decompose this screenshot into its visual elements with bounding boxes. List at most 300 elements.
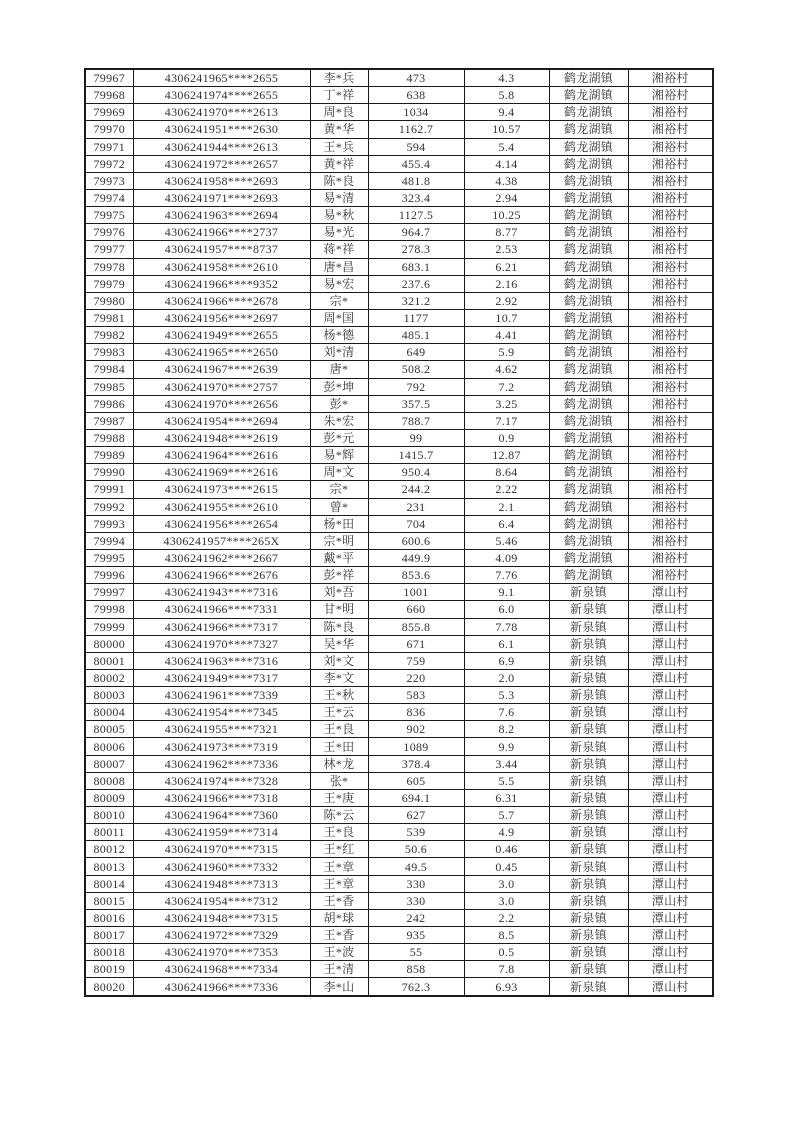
cell-id-number-masked: 4306241944****2613 — [133, 138, 310, 155]
cell-value-1: 605 — [368, 772, 464, 789]
cell-person-name-masked: 彭*元 — [310, 429, 368, 446]
cell-value-1: 671 — [368, 635, 464, 652]
cell-id-number-masked: 4306241970****7315 — [133, 841, 310, 858]
cell-person-name-masked: 周*良 — [310, 104, 368, 121]
cell-value-2: 7.6 — [464, 704, 549, 721]
table-row — [85, 807, 713, 824]
cell-value-1: 964.7 — [368, 224, 464, 241]
cell-serial-number: 80019 — [85, 961, 133, 978]
table-row — [85, 532, 713, 549]
cell-person-name-masked: 戴*平 — [310, 549, 368, 566]
cell-value-2: 4.09 — [464, 549, 549, 566]
cell-value-2: 2.1 — [464, 498, 549, 515]
cell-id-number-masked: 4306241970****2613 — [133, 104, 310, 121]
cell-person-name-masked: 胡*球 — [310, 909, 368, 926]
cell-town: 新泉镇 — [549, 669, 628, 686]
cell-serial-number: 79968 — [85, 87, 133, 104]
cell-village: 潭山村 — [628, 755, 713, 772]
table-row — [85, 87, 713, 104]
cell-serial-number: 80018 — [85, 944, 133, 961]
cell-serial-number: 79969 — [85, 104, 133, 121]
cell-person-name-masked: 曾* — [310, 498, 368, 515]
cell-person-name-masked: 王*云 — [310, 704, 368, 721]
cell-town: 鹤龙湖镇 — [549, 515, 628, 532]
cell-serial-number: 79989 — [85, 447, 133, 464]
cell-serial-number: 80005 — [85, 721, 133, 738]
cell-village: 湘裕村 — [628, 275, 713, 292]
cell-serial-number: 79984 — [85, 361, 133, 378]
cell-serial-number: 79981 — [85, 309, 133, 326]
cell-value-1: 660 — [368, 601, 464, 618]
cell-value-1: 1177 — [368, 309, 464, 326]
cell-value-1: 50.6 — [368, 841, 464, 858]
cell-town: 鹤龙湖镇 — [549, 361, 628, 378]
cell-serial-number: 79991 — [85, 481, 133, 498]
cell-village: 湘裕村 — [628, 549, 713, 566]
table-row — [85, 189, 713, 206]
cell-town: 新泉镇 — [549, 635, 628, 652]
cell-serial-number: 80003 — [85, 687, 133, 704]
cell-value-2: 2.2 — [464, 909, 549, 926]
cell-town: 鹤龙湖镇 — [549, 549, 628, 566]
cell-value-2: 2.16 — [464, 275, 549, 292]
cell-town: 新泉镇 — [549, 807, 628, 824]
cell-value-1: 762.3 — [368, 978, 464, 996]
cell-village: 湘裕村 — [628, 429, 713, 446]
table-row — [85, 155, 713, 172]
cell-village: 湘裕村 — [628, 138, 713, 155]
cell-serial-number: 80016 — [85, 909, 133, 926]
cell-person-name-masked: 彭*祥 — [310, 567, 368, 584]
cell-serial-number: 79994 — [85, 532, 133, 549]
cell-serial-number: 80020 — [85, 978, 133, 996]
cell-town: 鹤龙湖镇 — [549, 155, 628, 172]
cell-serial-number: 79992 — [85, 498, 133, 515]
cell-id-number-masked: 4306241966****2678 — [133, 292, 310, 309]
cell-id-number-masked: 4306241961****7339 — [133, 687, 310, 704]
cell-village: 湘裕村 — [628, 361, 713, 378]
cell-serial-number: 79975 — [85, 207, 133, 224]
cell-value-2: 5.8 — [464, 87, 549, 104]
cell-id-number-masked: 4306241951****2630 — [133, 121, 310, 138]
cell-value-2: 5.7 — [464, 807, 549, 824]
cell-id-number-masked: 4306241954****7312 — [133, 892, 310, 909]
table-row — [85, 944, 713, 961]
cell-town: 鹤龙湖镇 — [549, 275, 628, 292]
cell-id-number-masked: 4306241965****2650 — [133, 344, 310, 361]
cell-town: 新泉镇 — [549, 875, 628, 892]
cell-person-name-masked: 王*红 — [310, 841, 368, 858]
cell-id-number-masked: 4306241970****2757 — [133, 378, 310, 395]
cell-village: 湘裕村 — [628, 309, 713, 326]
cell-town: 鹤龙湖镇 — [549, 189, 628, 206]
cell-person-name-masked: 王*兵 — [310, 138, 368, 155]
cell-value-2: 8.5 — [464, 927, 549, 944]
cell-id-number-masked: 4306241955****7321 — [133, 721, 310, 738]
table-row — [85, 447, 713, 464]
cell-town: 鹤龙湖镇 — [549, 104, 628, 121]
table-row — [85, 378, 713, 395]
table-row — [85, 704, 713, 721]
cell-value-2: 12.87 — [464, 447, 549, 464]
cell-value-2: 4.9 — [464, 824, 549, 841]
cell-value-2: 5.3 — [464, 687, 549, 704]
cell-village: 潭山村 — [628, 789, 713, 806]
cell-id-number-masked: 4306241970****2656 — [133, 395, 310, 412]
cell-value-2: 10.25 — [464, 207, 549, 224]
cell-serial-number: 79988 — [85, 429, 133, 446]
table-row — [85, 104, 713, 121]
cell-town: 新泉镇 — [549, 892, 628, 909]
cell-serial-number: 80008 — [85, 772, 133, 789]
cell-serial-number: 79974 — [85, 189, 133, 206]
table-row — [85, 584, 713, 601]
cell-town: 新泉镇 — [549, 618, 628, 635]
cell-village: 湘裕村 — [628, 498, 713, 515]
cell-village: 潭山村 — [628, 841, 713, 858]
table-row — [85, 669, 713, 686]
cell-village: 湘裕村 — [628, 412, 713, 429]
cell-value-1: 600.6 — [368, 532, 464, 549]
table-row — [85, 309, 713, 326]
cell-person-name-masked: 唐* — [310, 361, 368, 378]
cell-id-number-masked: 4306241949****7317 — [133, 669, 310, 686]
cell-value-1: 1415.7 — [368, 447, 464, 464]
cell-id-number-masked: 4306241954****2694 — [133, 412, 310, 429]
cell-village: 湘裕村 — [628, 207, 713, 224]
table-row — [85, 635, 713, 652]
cell-person-name-masked: 陈*云 — [310, 807, 368, 824]
table-row — [85, 875, 713, 892]
cell-id-number-masked: 4306241974****7328 — [133, 772, 310, 789]
cell-town: 鹤龙湖镇 — [549, 378, 628, 395]
cell-serial-number: 79976 — [85, 224, 133, 241]
cell-value-2: 10.7 — [464, 309, 549, 326]
cell-serial-number: 79979 — [85, 275, 133, 292]
cell-person-name-masked: 王*清 — [310, 961, 368, 978]
cell-person-name-masked: 陈*良 — [310, 618, 368, 635]
cell-town: 新泉镇 — [549, 704, 628, 721]
table-row — [85, 412, 713, 429]
cell-serial-number: 79990 — [85, 464, 133, 481]
cell-town: 新泉镇 — [549, 944, 628, 961]
cell-town: 鹤龙湖镇 — [549, 464, 628, 481]
cell-person-name-masked: 易*秋 — [310, 207, 368, 224]
cell-person-name-masked: 周*文 — [310, 464, 368, 481]
cell-town: 鹤龙湖镇 — [549, 309, 628, 326]
cell-town: 鹤龙湖镇 — [549, 567, 628, 584]
cell-value-1: 583 — [368, 687, 464, 704]
cell-person-name-masked: 彭* — [310, 395, 368, 412]
cell-person-name-masked: 甘*明 — [310, 601, 368, 618]
cell-town: 新泉镇 — [549, 858, 628, 875]
cell-serial-number: 79987 — [85, 412, 133, 429]
cell-person-name-masked: 黄*祥 — [310, 155, 368, 172]
cell-village: 湘裕村 — [628, 567, 713, 584]
cell-value-1: 244.2 — [368, 481, 464, 498]
cell-person-name-masked: 张* — [310, 772, 368, 789]
cell-id-number-masked: 4306241956****2697 — [133, 309, 310, 326]
table-row — [85, 224, 713, 241]
cell-value-1: 1127.5 — [368, 207, 464, 224]
cell-person-name-masked: 王*香 — [310, 892, 368, 909]
table-row — [85, 207, 713, 224]
table-row — [85, 738, 713, 755]
cell-serial-number: 79980 — [85, 292, 133, 309]
table-row — [85, 275, 713, 292]
cell-serial-number: 80006 — [85, 738, 133, 755]
cell-village: 湘裕村 — [628, 87, 713, 104]
table-row — [85, 481, 713, 498]
cell-person-name-masked: 林*龙 — [310, 755, 368, 772]
cell-serial-number: 80001 — [85, 652, 133, 669]
cell-town: 新泉镇 — [549, 909, 628, 926]
table-row — [85, 121, 713, 138]
cell-id-number-masked: 4306241960****7332 — [133, 858, 310, 875]
cell-value-1: 950.4 — [368, 464, 464, 481]
cell-village: 湘裕村 — [628, 395, 713, 412]
cell-value-1: 1034 — [368, 104, 464, 121]
cell-person-name-masked: 王*波 — [310, 944, 368, 961]
cell-person-name-masked: 蒋*祥 — [310, 241, 368, 258]
cell-village: 湘裕村 — [628, 224, 713, 241]
cell-value-1: 49.5 — [368, 858, 464, 875]
cell-person-name-masked: 杨*德 — [310, 327, 368, 344]
cell-town: 鹤龙湖镇 — [549, 429, 628, 446]
table-row — [85, 687, 713, 704]
cell-person-name-masked: 彭*坤 — [310, 378, 368, 395]
cell-village: 潭山村 — [628, 772, 713, 789]
cell-person-name-masked: 宗*明 — [310, 532, 368, 549]
cell-serial-number: 79970 — [85, 121, 133, 138]
cell-value-2: 7.17 — [464, 412, 549, 429]
cell-village: 潭山村 — [628, 944, 713, 961]
cell-value-2: 8.64 — [464, 464, 549, 481]
cell-value-2: 7.2 — [464, 378, 549, 395]
table-row — [85, 549, 713, 566]
cell-value-2: 9.1 — [464, 584, 549, 601]
cell-serial-number: 79995 — [85, 549, 133, 566]
cell-id-number-masked: 4306241966****9352 — [133, 275, 310, 292]
cell-town: 新泉镇 — [549, 772, 628, 789]
cell-person-name-masked: 刘*吾 — [310, 584, 368, 601]
cell-village: 潭山村 — [628, 909, 713, 926]
cell-value-1: 485.1 — [368, 327, 464, 344]
cell-serial-number: 79985 — [85, 378, 133, 395]
cell-person-name-masked: 李*兵 — [310, 69, 368, 87]
cell-town: 新泉镇 — [549, 738, 628, 755]
cell-id-number-masked: 4306241972****2657 — [133, 155, 310, 172]
cell-town: 鹤龙湖镇 — [549, 532, 628, 549]
cell-id-number-masked: 4306241974****2655 — [133, 87, 310, 104]
cell-value-2: 10.57 — [464, 121, 549, 138]
table-row — [85, 618, 713, 635]
cell-person-name-masked: 丁*祥 — [310, 87, 368, 104]
cell-person-name-masked: 刘*清 — [310, 344, 368, 361]
cell-village: 潭山村 — [628, 824, 713, 841]
cell-value-2: 6.4 — [464, 515, 549, 532]
cell-village: 湘裕村 — [628, 447, 713, 464]
cell-serial-number: 79996 — [85, 567, 133, 584]
cell-person-name-masked: 易*光 — [310, 224, 368, 241]
cell-village: 湘裕村 — [628, 241, 713, 258]
cell-serial-number: 79986 — [85, 395, 133, 412]
cell-value-2: 4.14 — [464, 155, 549, 172]
cell-town: 新泉镇 — [549, 978, 628, 996]
cell-person-name-masked: 刘*文 — [310, 652, 368, 669]
cell-serial-number: 80002 — [85, 669, 133, 686]
cell-village: 湘裕村 — [628, 258, 713, 275]
cell-serial-number: 79983 — [85, 344, 133, 361]
cell-person-name-masked: 王*庚 — [310, 789, 368, 806]
cell-value-1: 1162.7 — [368, 121, 464, 138]
cell-value-1: 858 — [368, 961, 464, 978]
cell-village: 潭山村 — [628, 618, 713, 635]
table-row — [85, 909, 713, 926]
cell-value-2: 9.9 — [464, 738, 549, 755]
cell-serial-number: 79978 — [85, 258, 133, 275]
cell-value-2: 3.0 — [464, 875, 549, 892]
cell-village: 潭山村 — [628, 738, 713, 755]
cell-serial-number: 80000 — [85, 635, 133, 652]
cell-village: 湘裕村 — [628, 532, 713, 549]
cell-value-1: 788.7 — [368, 412, 464, 429]
cell-person-name-masked: 朱*宏 — [310, 412, 368, 429]
cell-id-number-masked: 4306241955****2610 — [133, 498, 310, 515]
cell-value-1: 792 — [368, 378, 464, 395]
table-row — [85, 327, 713, 344]
cell-id-number-masked: 4306241957****8737 — [133, 241, 310, 258]
cell-town: 鹤龙湖镇 — [549, 87, 628, 104]
cell-value-2: 3.44 — [464, 755, 549, 772]
subsidy-table — [84, 68, 714, 997]
cell-value-2: 8.2 — [464, 721, 549, 738]
cell-value-1: 902 — [368, 721, 464, 738]
cell-id-number-masked: 4306241949****2655 — [133, 327, 310, 344]
cell-value-2: 0.5 — [464, 944, 549, 961]
cell-town: 新泉镇 — [549, 601, 628, 618]
cell-town: 鹤龙湖镇 — [549, 258, 628, 275]
cell-value-2: 9.4 — [464, 104, 549, 121]
cell-id-number-masked: 4306241963****2694 — [133, 207, 310, 224]
cell-value-1: 694.1 — [368, 789, 464, 806]
cell-id-number-masked: 4306241973****2615 — [133, 481, 310, 498]
cell-value-2: 6.1 — [464, 635, 549, 652]
cell-serial-number: 79971 — [85, 138, 133, 155]
cell-serial-number: 80013 — [85, 858, 133, 875]
cell-value-1: 231 — [368, 498, 464, 515]
cell-person-name-masked: 王*良 — [310, 721, 368, 738]
cell-person-name-masked: 唐*昌 — [310, 258, 368, 275]
cell-value-2: 7.76 — [464, 567, 549, 584]
cell-person-name-masked: 黄*华 — [310, 121, 368, 138]
cell-value-1: 455.4 — [368, 155, 464, 172]
cell-value-2: 2.0 — [464, 669, 549, 686]
table-row — [85, 292, 713, 309]
cell-village: 潭山村 — [628, 858, 713, 875]
table-row — [85, 652, 713, 669]
cell-id-number-masked: 4306241958****2693 — [133, 172, 310, 189]
cell-village: 潭山村 — [628, 961, 713, 978]
cell-value-1: 1001 — [368, 584, 464, 601]
cell-serial-number: 79982 — [85, 327, 133, 344]
cell-value-2: 4.3 — [464, 69, 549, 87]
cell-serial-number: 79967 — [85, 69, 133, 87]
cell-value-2: 6.9 — [464, 652, 549, 669]
cell-value-1: 449.9 — [368, 549, 464, 566]
cell-value-2: 2.53 — [464, 241, 549, 258]
cell-id-number-masked: 4306241966****2737 — [133, 224, 310, 241]
cell-village: 湘裕村 — [628, 481, 713, 498]
cell-town: 鹤龙湖镇 — [549, 292, 628, 309]
cell-village: 潭山村 — [628, 669, 713, 686]
cell-person-name-masked: 陈*良 — [310, 172, 368, 189]
cell-value-1: 278.3 — [368, 241, 464, 258]
cell-value-2: 4.41 — [464, 327, 549, 344]
cell-town: 新泉镇 — [549, 824, 628, 841]
cell-id-number-masked: 4306241943****7316 — [133, 584, 310, 601]
table-row — [85, 464, 713, 481]
cell-village: 潭山村 — [628, 927, 713, 944]
cell-village: 湘裕村 — [628, 515, 713, 532]
cell-village: 潭山村 — [628, 635, 713, 652]
cell-person-name-masked: 王*秋 — [310, 687, 368, 704]
cell-id-number-masked: 4306241972****7329 — [133, 927, 310, 944]
cell-value-2: 2.94 — [464, 189, 549, 206]
cell-value-1: 836 — [368, 704, 464, 721]
cell-village: 湘裕村 — [628, 344, 713, 361]
cell-person-name-masked: 宗* — [310, 481, 368, 498]
cell-id-number-masked: 4306241962****2667 — [133, 549, 310, 566]
cell-value-1: 855.8 — [368, 618, 464, 635]
table-row — [85, 515, 713, 532]
table-row — [85, 601, 713, 618]
cell-town: 鹤龙湖镇 — [549, 395, 628, 412]
cell-value-1: 539 — [368, 824, 464, 841]
cell-person-name-masked: 易*清 — [310, 189, 368, 206]
cell-value-2: 5.4 — [464, 138, 549, 155]
cell-town: 新泉镇 — [549, 721, 628, 738]
cell-id-number-masked: 4306241954****7345 — [133, 704, 310, 721]
cell-value-2: 5.9 — [464, 344, 549, 361]
cell-value-1: 704 — [368, 515, 464, 532]
cell-serial-number: 79999 — [85, 618, 133, 635]
cell-person-name-masked: 吴*华 — [310, 635, 368, 652]
cell-person-name-masked: 王*良 — [310, 824, 368, 841]
cell-value-2: 6.21 — [464, 258, 549, 275]
cell-town: 鹤龙湖镇 — [549, 224, 628, 241]
table-body — [85, 69, 713, 996]
cell-id-number-masked: 4306241967****2639 — [133, 361, 310, 378]
cell-person-name-masked: 王*章 — [310, 858, 368, 875]
cell-value-1: 1089 — [368, 738, 464, 755]
cell-value-2: 2.22 — [464, 481, 549, 498]
cell-town: 鹤龙湖镇 — [549, 498, 628, 515]
table-row — [85, 772, 713, 789]
cell-id-number-masked: 4306241966****7317 — [133, 618, 310, 635]
cell-value-1: 55 — [368, 944, 464, 961]
cell-person-name-masked: 杨*田 — [310, 515, 368, 532]
cell-id-number-masked: 4306241966****2676 — [133, 567, 310, 584]
cell-id-number-masked: 4306241971****2693 — [133, 189, 310, 206]
cell-value-1: 508.2 — [368, 361, 464, 378]
cell-person-name-masked: 王*田 — [310, 738, 368, 755]
cell-value-1: 594 — [368, 138, 464, 155]
cell-id-number-masked: 4306241965****2655 — [133, 69, 310, 87]
cell-town: 鹤龙湖镇 — [549, 481, 628, 498]
table-row — [85, 69, 713, 87]
cell-value-2: 0.9 — [464, 429, 549, 446]
